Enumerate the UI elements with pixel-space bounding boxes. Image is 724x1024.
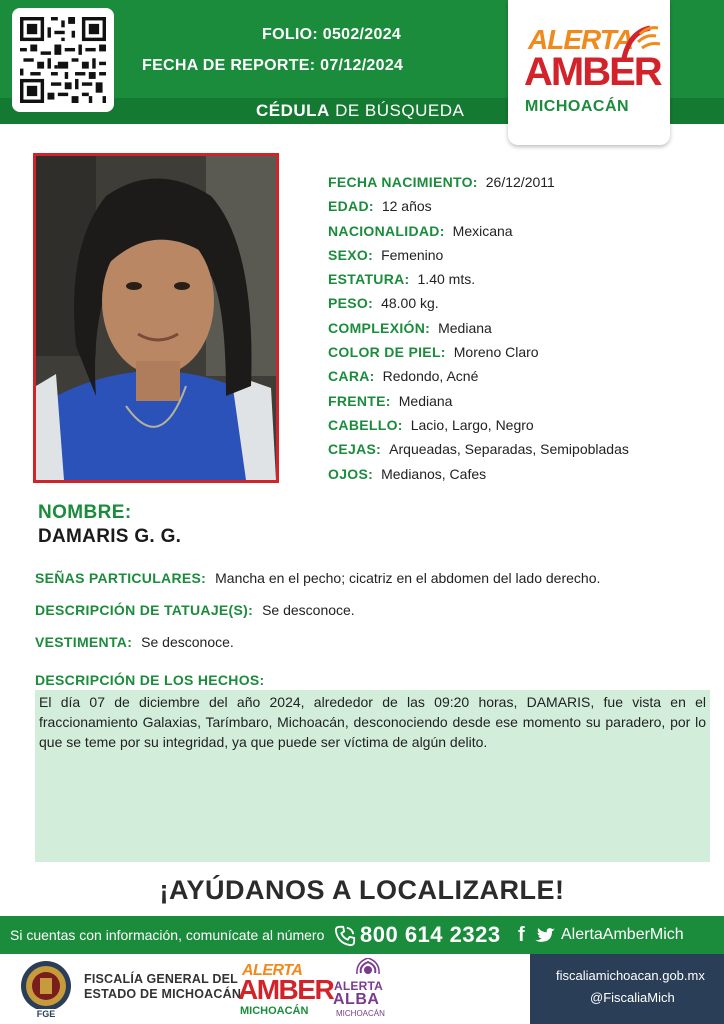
detail-cara: CARA: Redondo, Acné [328,368,479,385]
footer-amber-amber: AMBER [238,974,334,1005]
footer-amber-michoacan: MICHOACÁN [240,1005,309,1017]
detail-frente: FRENTE: Mediana [328,392,453,409]
detail-peso: PESO: 48.00 kg. [328,295,439,312]
facebook-icon[interactable]: f [518,924,525,946]
alba-alba-text: ALBA [333,991,380,1008]
detail-fecha-nacimiento: FECHA NACIMIENTO: 26/12/2011 [328,174,555,190]
twitter-icon[interactable] [535,927,555,945]
detail-estatura: ESTATURA: 1.40 mts. [328,271,476,288]
document-type-title: CÉDULA DE BÚSQUEDA [256,101,465,120]
descripcion-tatuajes: DESCRIPCIÓN DE TATUAJE(S): Se desconoce. [35,602,355,618]
phone-number[interactable]: 800 614 2323 [360,922,501,947]
fge-seal-icon [18,960,74,1018]
vestimenta: VESTIMENTA: Se desconoce. [35,634,234,650]
footer-web-box [530,954,724,1024]
website-link[interactable]: fiscaliamichoacan.gob.mx [556,968,705,983]
fge-name: FISCALÍA GENERAL DEL ESTADO DE MICHOACÁN [84,972,242,1001]
portrait-image [36,156,276,480]
logo-amber-text: AMBER [524,50,661,94]
report-date: FECHA DE REPORTE: 07/12/2024 [142,57,404,74]
detail-complexion: COMPLEXIÓN: Mediana [328,319,492,336]
phone-icon [334,925,356,947]
detail-ojos: OJOS: Medianos, Cafes [328,465,487,482]
alba-michoacan-text: MICHOACÁN [336,1009,385,1018]
footer-amber-alerta: ALERTA [242,962,303,979]
missing-person-photo [33,153,279,483]
folio-number: FOLIO: 0502/2024 [262,26,402,43]
hechos-label: DESCRIPCIÓN DE LOS HECHOS: [35,672,265,688]
svg-text:FGE: FGE [36,1009,56,1018]
detail-sexo: SEXO: Femenino [328,246,444,263]
logo-alerta-text: ALERTA [528,24,633,55]
contact-text: Si cuentas con información, comunícate al número [10,927,325,943]
detail-cejas: CEJAS: Arqueadas, Separadas, Semipobladas [328,441,629,458]
name-label: NOMBRE: [38,502,132,523]
detail-color-piel: COLOR DE PIEL: Moreno Claro [328,344,539,361]
hechos-description: El día 07 de diciembre del año 2024, alrededor de las 09:20 horas, DAMARIS, fue vista en el fraccionamiento Galaxias, Tarímbaro, Michoacán, desconociendo desde ese momento su paradero, por lo que se teme por su integridad, ya que puede ser víctima de algún delito. [35,690,710,862]
detail-cabello: CABELLO: Lacio, Largo, Negro [328,416,534,433]
alerta-amber-logo [508,0,670,145]
alert-wave-icon [620,22,662,62]
detail-edad: EDAD: 12 años [328,198,432,215]
person-name: DAMARIS G. G. [38,526,182,547]
alerta-alba-icon [356,958,380,978]
logo-region-text: MICHOACÁN [525,98,630,115]
senas-particulares: SEÑAS PARTICULARES: Mancha en el pecho; cicatriz en el abdomen del lado derecho. [35,570,601,586]
person-details [328,173,629,489]
alba-alerta-text: ALERTA [334,979,383,993]
qr-code-icon [20,16,106,104]
footer-social-handle[interactable]: @FiscaliaMich [590,990,675,1005]
header [0,0,724,124]
social-handle[interactable]: AlertaAmberMich [561,926,684,943]
call-to-action: ¡AYÚDANOS A LOCALIZARLE! [159,875,565,905]
contact-bar [0,916,724,954]
footer [0,954,724,1024]
detail-nacionalidad: NACIONALIDAD: Mexicana [328,222,513,239]
qr-code[interactable] [12,8,114,112]
